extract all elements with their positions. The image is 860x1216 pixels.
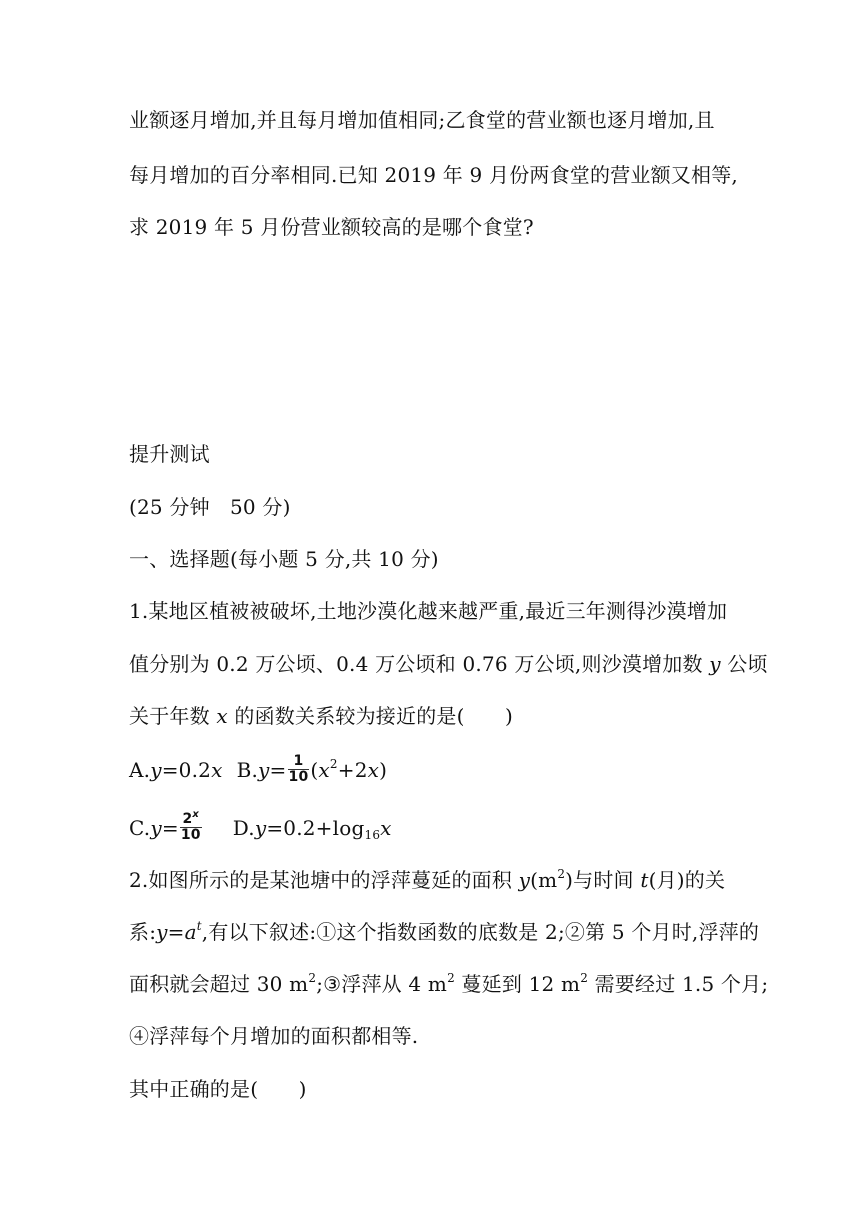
q2-line-5: 其中正确的是( ) — [129, 1077, 307, 1101]
intro-line-2: 每月增加的百分率相同.已知 2019 年 9 月份两食堂的营业额又相等, — [129, 163, 738, 187]
part-heading: 一、选择题(每小题 5 分,共 10 分) — [129, 547, 439, 571]
q1-line-3: 关于年数 x 的函数关系较为接近的是( ) — [129, 704, 514, 728]
fraction-one-tenth: $\frac{1}{10}$ — [288, 753, 309, 785]
option-a: A.y=0.2x — [129, 758, 223, 782]
q1-line-1: 1.某地区植被被破坏,土地沙漠化越来越严重,最近三年测得沙漠增加 — [129, 599, 728, 623]
intro-line-3: 求 2019 年 5 月份营业额较高的是哪个食堂? — [129, 215, 534, 239]
q2-line-1: 2.如图所示的是某池塘中的浮萍蔓延的面积 $y(m^2)$与时间 t(月)的关 — [129, 867, 726, 892]
intro-line-1: 业额逐月增加,并且每月增加值相同;乙食堂的营业额也逐月增加,且 — [129, 108, 715, 132]
q1-options-cd — [129, 809, 392, 845]
q2-line-4: ④浮萍每个月增加的面积都相等. — [129, 1024, 419, 1048]
q2-line-3: 面积就会超过 30 $m^2;③$浮萍从 4 $m^2$ 蔓延到 12 $m^2$ 需要经过 1.5 个月; — [129, 971, 769, 996]
fraction-two-pow-x-over-ten: $\frac{2^x}{10}$ — [180, 809, 201, 843]
section-title: 提升测试 — [129, 442, 210, 466]
section-time: (25 分钟 50 分) — [129, 495, 291, 519]
option-c: C.y= $\frac{2^x}{10}$ — [129, 809, 201, 843]
q1-options-ab — [129, 753, 388, 787]
q2-line-2: 系$:y=a^t$,有以下叙述:①这个指数函数的底数是 2;②第 5 个月时,浮萍的 — [129, 919, 760, 944]
option-d: $D.y=0.2+\log_{16}x$ — [232, 816, 392, 842]
q1-line-2: 值分别为 0.2 万公顷、0.4 万公顷和 0.76 万公顷,则沙漠增加数 y 公顷 — [129, 652, 768, 676]
option-b: B.y= $\frac{1}{10}$ $(x^2+2x)$ — [236, 753, 388, 785]
